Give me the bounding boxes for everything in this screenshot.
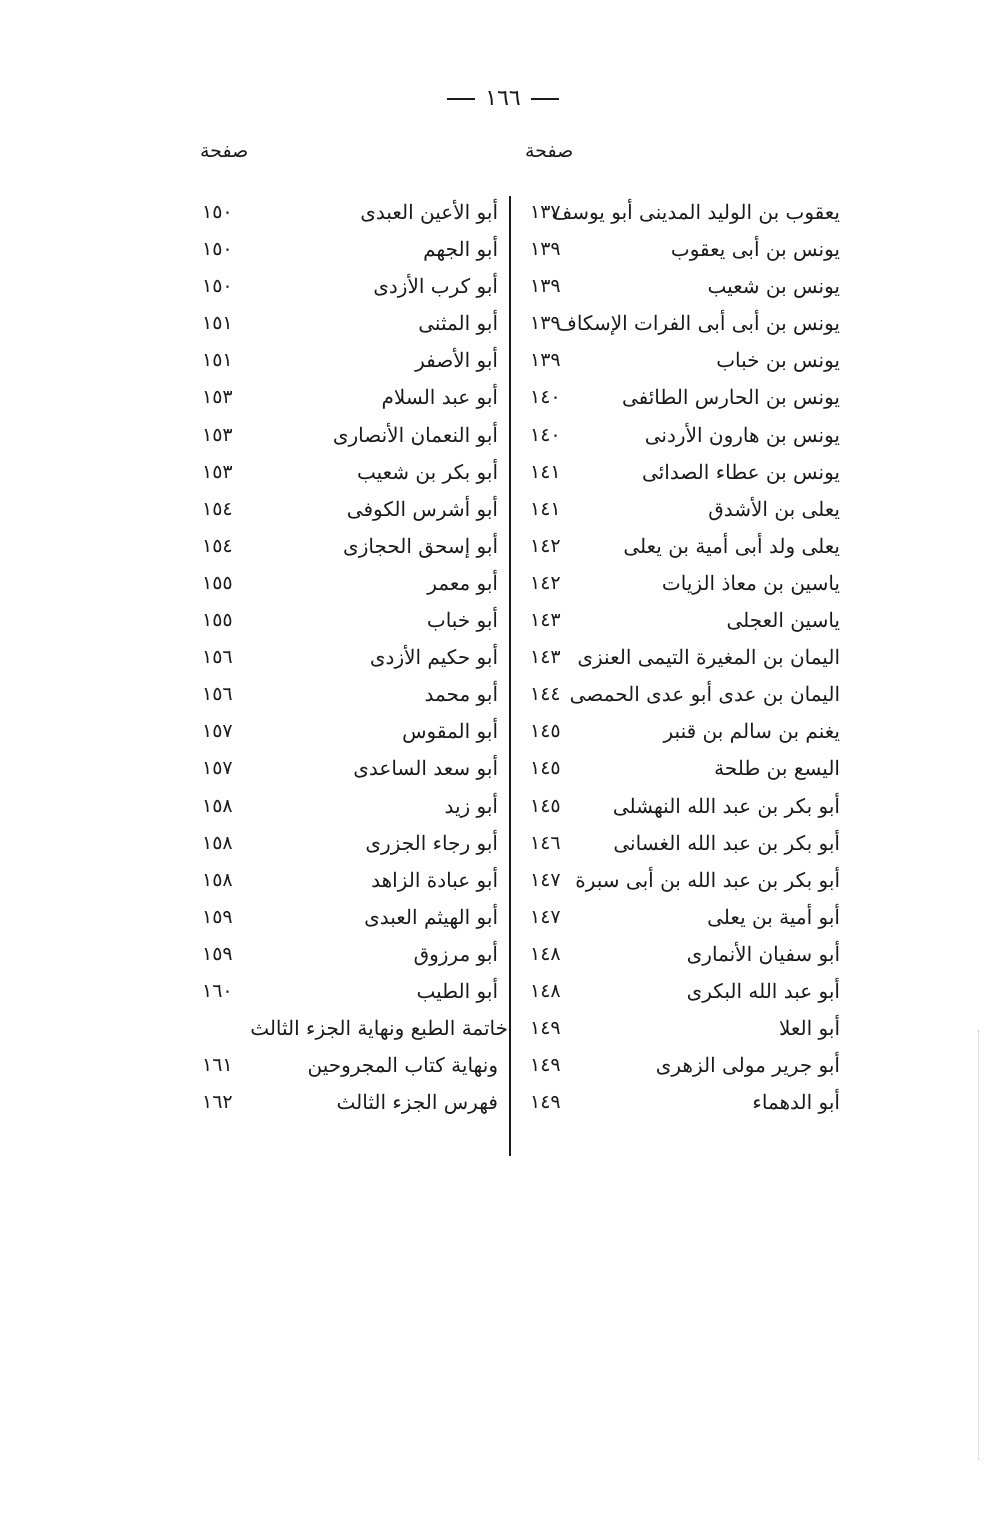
index-entry bbox=[520, 602, 850, 639]
entry-name: أبو الجهم bbox=[423, 237, 498, 262]
index-entry bbox=[520, 750, 850, 787]
entry-page-number: ١٥٩ bbox=[202, 905, 233, 928]
entry-page-number: ١٣٧ bbox=[530, 201, 561, 223]
entry-page-number: ١٥٥ bbox=[202, 571, 233, 594]
entry-page-number: ١٣٩ bbox=[530, 275, 561, 298]
entry-name: يونس بن خباب bbox=[716, 348, 840, 373]
entry-page-number: ١٤٠ bbox=[530, 386, 561, 409]
entry-page-number: ١٤١ bbox=[530, 460, 561, 483]
entry-page-number: ١٥٤ bbox=[202, 534, 233, 557]
index-entry bbox=[520, 713, 850, 750]
entry-name: اليمان بن عدى أبو عدى الحمصى bbox=[569, 682, 840, 707]
index-entry bbox=[520, 194, 850, 231]
entry-name: أبو بكر بن عبد الله النهشلى bbox=[612, 793, 840, 818]
entry-page-number: ١٥١ bbox=[202, 349, 233, 372]
entry-page-number: ١٤٩ bbox=[530, 1017, 561, 1040]
index-entry bbox=[520, 973, 850, 1010]
index-entry bbox=[192, 342, 508, 379]
entry-page-number: ١٤٥ bbox=[530, 720, 561, 743]
entry-name: يونس بن الحارس الطائفى bbox=[621, 385, 840, 410]
index-entry bbox=[192, 1047, 508, 1084]
entry-name: ونهاية كتاب المجروحين bbox=[307, 1053, 498, 1078]
entry-name: أبو الطيب bbox=[416, 978, 498, 1003]
entry-name: يعلى بن الأشدق bbox=[708, 496, 840, 521]
index-entry bbox=[192, 676, 508, 713]
entry-name: أبو المثنى bbox=[418, 311, 498, 336]
index-entry bbox=[520, 417, 850, 454]
entry-name: يغنم بن سالم بن قنبر bbox=[663, 719, 840, 744]
entry-page-number: ١٤٨ bbox=[530, 979, 561, 1002]
index-entry bbox=[192, 454, 508, 491]
right-column-heading: صفحة bbox=[525, 140, 574, 162]
index-entry bbox=[520, 342, 850, 379]
entry-page-number: ١٤٣ bbox=[530, 609, 561, 632]
entry-name: يونس بن أبى يعقوب bbox=[670, 237, 840, 262]
entry-name: أبو الهيثم العبدى bbox=[364, 904, 498, 929]
entry-page-number: ١٣٩ bbox=[530, 349, 561, 372]
entry-page-number: ١٥٣ bbox=[202, 423, 233, 446]
entry-name: أبو محمد bbox=[424, 682, 498, 707]
entry-name: أبو معمر bbox=[427, 570, 498, 595]
left-column-heading: صفحة bbox=[200, 140, 249, 162]
entry-page-number: ١٥٧ bbox=[202, 757, 233, 780]
index-entry bbox=[520, 454, 850, 491]
entry-name: فهرس الجزء الثالث bbox=[336, 1090, 498, 1115]
entry-page-number: ١٤٧ bbox=[530, 905, 561, 928]
entry-name: أبو سفيان الأنمارى bbox=[686, 941, 840, 966]
index-entry bbox=[520, 1047, 850, 1084]
entry-page-number: ١٥٣ bbox=[202, 460, 233, 483]
index-entry bbox=[192, 639, 508, 676]
entry-name: خاتمة الطبع ونهاية الجزء الثالث bbox=[250, 1016, 508, 1041]
entry-page-number: ١٤٤ bbox=[530, 683, 561, 706]
index-entry bbox=[192, 1084, 508, 1121]
entry-page-number: ١٥٥ bbox=[202, 609, 233, 632]
entry-page-number: ١٥٠ bbox=[202, 238, 233, 261]
page-number: ١٦٦ bbox=[485, 86, 521, 111]
index-entry bbox=[520, 936, 850, 973]
entry-page-number: ١٥٦ bbox=[202, 646, 233, 669]
entry-name: أبو جرير مولى الزهرى bbox=[655, 1053, 840, 1078]
entry-name: يونس بن شعيب bbox=[707, 274, 840, 299]
entry-name: أبو عبد السلام bbox=[381, 385, 498, 410]
scan-margin-line bbox=[978, 1030, 979, 1460]
entry-page-number: ١٣٩ bbox=[530, 238, 561, 261]
index-entry bbox=[520, 1010, 850, 1047]
entry-page-number: ١٤٥ bbox=[530, 794, 561, 817]
index-entry bbox=[192, 936, 508, 973]
entry-name: ياسين بن معاذ الزيات bbox=[661, 570, 840, 595]
entry-page-number: ١٤٧ bbox=[530, 868, 561, 891]
index-entry bbox=[192, 528, 508, 565]
index-entry bbox=[192, 1010, 508, 1047]
index-entry bbox=[192, 231, 508, 268]
entry-page-number: ١٥١ bbox=[202, 312, 233, 335]
index-entry bbox=[520, 305, 850, 342]
header-dash-left bbox=[447, 98, 475, 100]
index-entry bbox=[192, 268, 508, 305]
entry-page-number: ١٤٦ bbox=[530, 831, 561, 854]
index-entry bbox=[520, 231, 850, 268]
entry-name: يعلى ولد أبى أمية بن يعلى bbox=[623, 533, 840, 558]
entry-name: أبو خباب bbox=[426, 608, 498, 633]
entry-name: أبو بكر بن عبد الله الغسانى bbox=[613, 830, 840, 855]
index-entry bbox=[192, 565, 508, 602]
entry-page-number: ١٣٩ bbox=[530, 312, 561, 335]
entry-page-number: ١٦١ bbox=[202, 1054, 233, 1077]
index-entry bbox=[192, 417, 508, 454]
entry-name: اليسع بن طلحة bbox=[714, 756, 840, 781]
index-entry bbox=[520, 862, 850, 899]
index-entry bbox=[192, 194, 508, 231]
entry-page-number: ١٤٣ bbox=[530, 646, 561, 669]
entry-name: يعقوب بن الوليد المدينى أبو يوسف bbox=[551, 200, 840, 224]
index-entry bbox=[192, 750, 508, 787]
entry-name: أبو الدهماء bbox=[752, 1090, 840, 1115]
entry-page-number: ١٤٩ bbox=[530, 1054, 561, 1077]
index-entry bbox=[192, 825, 508, 862]
entry-page-number: ١٥٦ bbox=[202, 683, 233, 706]
entry-page-number: ١٤١ bbox=[530, 497, 561, 520]
entry-name: اليمان بن المغيرة التيمى العنزى bbox=[577, 645, 840, 670]
entry-name: أبو العلا bbox=[778, 1016, 840, 1041]
entry-name: أبو الأعين العبدى bbox=[360, 200, 498, 224]
index-entry bbox=[192, 862, 508, 899]
index-entry bbox=[192, 899, 508, 936]
index-entry bbox=[192, 379, 508, 416]
entry-name: أبو عبادة الزاهد bbox=[371, 867, 498, 892]
entry-page-number: ١٥٧ bbox=[202, 720, 233, 743]
index-entry bbox=[520, 825, 850, 862]
entry-page-number: ١٥٠ bbox=[202, 201, 233, 223]
index-entry bbox=[520, 268, 850, 305]
index-entry bbox=[520, 1084, 850, 1121]
right-index-column bbox=[520, 194, 850, 1121]
index-entry bbox=[520, 788, 850, 825]
entry-name: أبو أمية بن يعلى bbox=[707, 904, 840, 929]
index-entry bbox=[520, 676, 850, 713]
entry-name: أبو عبد الله البكرى bbox=[686, 978, 840, 1003]
entry-name: يونس بن أبى أبى الفرات الإسكاف bbox=[556, 311, 840, 336]
entry-page-number: ١٤٨ bbox=[530, 942, 561, 965]
index-entry bbox=[192, 788, 508, 825]
entry-page-number: ١٦٠ bbox=[202, 979, 233, 1002]
entry-page-number: ١٥٩ bbox=[202, 942, 233, 965]
index-entry bbox=[520, 491, 850, 528]
index-entry bbox=[520, 639, 850, 676]
entry-page-number: ١٥٨ bbox=[202, 831, 233, 854]
index-entry bbox=[192, 973, 508, 1010]
index-entry bbox=[520, 899, 850, 936]
entry-page-number: ١٥٨ bbox=[202, 868, 233, 891]
entry-name: أبو حكيم الأزدى bbox=[369, 645, 498, 670]
entry-name: أبو كرب الأزدى bbox=[373, 274, 498, 299]
entry-page-number: ١٤٢ bbox=[530, 534, 561, 557]
index-entry bbox=[192, 491, 508, 528]
entry-page-number: ١٤٢ bbox=[530, 571, 561, 594]
index-entry bbox=[520, 528, 850, 565]
entry-name: أبو الأصفر bbox=[415, 348, 498, 373]
entry-page-number: ١٥٤ bbox=[202, 497, 233, 520]
entry-name: أبو بكر بن شعيب bbox=[356, 459, 498, 484]
entry-name: ياسين العجلى bbox=[726, 608, 840, 633]
index-entry bbox=[192, 602, 508, 639]
entry-name: أبو زيد bbox=[444, 793, 498, 818]
entry-name: أبو سعد الساعدى bbox=[353, 756, 498, 781]
entry-page-number: ١٦٢ bbox=[202, 1091, 233, 1114]
header-dash-right bbox=[531, 98, 559, 100]
entry-name: أبو المقوس bbox=[402, 719, 498, 744]
entry-name: يونس بن هارون الأردنى bbox=[644, 422, 840, 447]
entry-page-number: ١٥٠ bbox=[202, 275, 233, 298]
left-index-column bbox=[192, 194, 508, 1121]
entry-name: أبو بكر بن عبد الله بن أبى سبرة bbox=[575, 867, 840, 892]
entry-name: أبو النعمان الأنصارى bbox=[332, 422, 498, 447]
entry-page-number: ١٥٨ bbox=[202, 794, 233, 817]
column-divider bbox=[509, 196, 511, 1156]
entry-page-number: ١٤٥ bbox=[530, 757, 561, 780]
index-entry bbox=[520, 379, 850, 416]
entry-page-number: ١٥٣ bbox=[202, 386, 233, 409]
index-entry bbox=[192, 305, 508, 342]
entry-name: أبو رجاء الجزرى bbox=[365, 830, 498, 855]
entry-page-number: ١٤٩ bbox=[530, 1091, 561, 1114]
index-entry bbox=[520, 565, 850, 602]
entry-name: أبو مرزوق bbox=[413, 941, 498, 966]
page-header bbox=[0, 86, 1006, 111]
entry-name: يونس بن عطاء الصدائى bbox=[642, 459, 840, 484]
entry-name: أبو إسحق الحجازى bbox=[343, 533, 498, 558]
entry-page-number: ١٤٠ bbox=[530, 423, 561, 446]
index-entry bbox=[192, 713, 508, 750]
entry-name: أبو أشرس الكوفى bbox=[346, 496, 498, 521]
